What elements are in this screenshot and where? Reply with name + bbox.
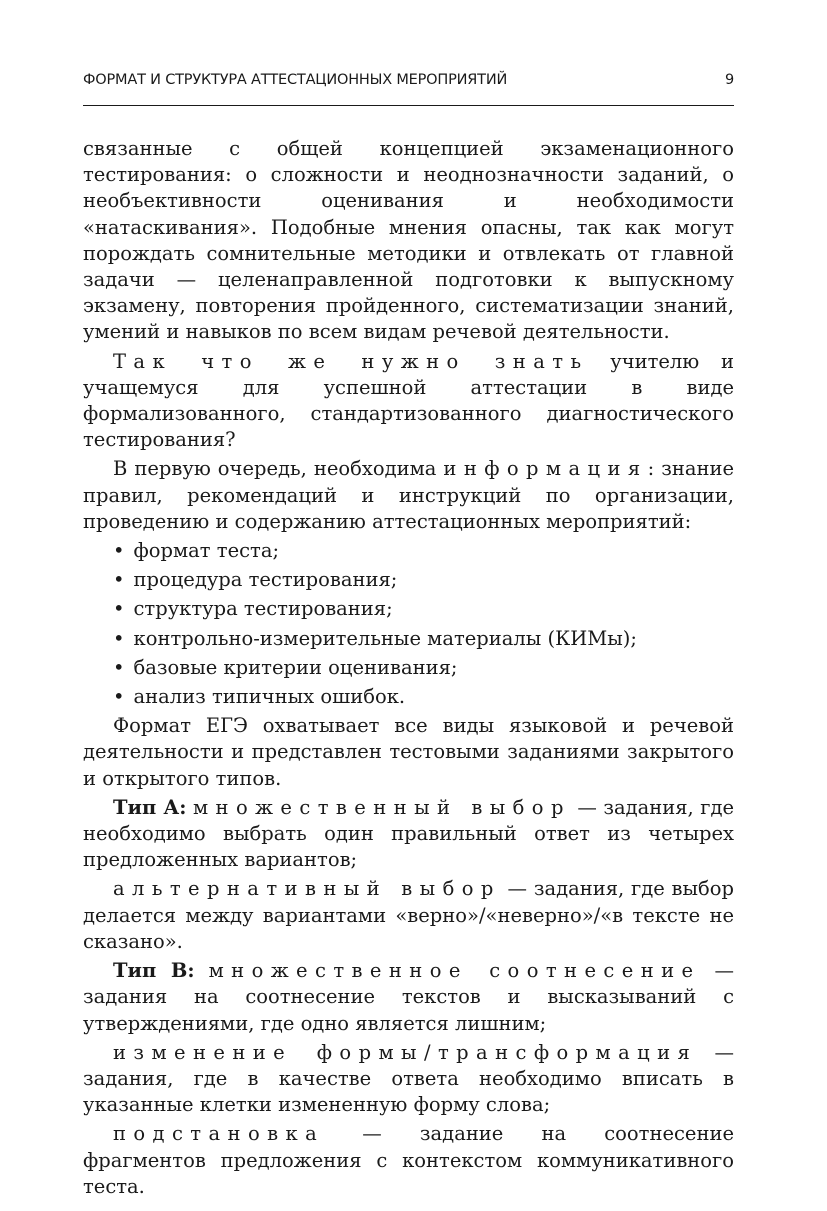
page-number: 9 — [724, 72, 734, 88]
list-item: • анализ типичных ошибок. — [113, 685, 406, 709]
list-item: • процедура тестирования; — [113, 568, 398, 592]
paragraph-2: Так что же нужно знать учителю и учащемуся для успешной аттестации в виде формализованного, стандартизованного диагностического тестирования? — [83, 349, 735, 452]
page-body — [83, 136, 734, 1203]
type-a-item-2: альтернативный выбор — задания, где выбор делается между вариантами «верно»/«неверно»/«в тексте не сказано». — [83, 877, 734, 953]
list-item: • контрольно-измерительные материалы (КИМы); — [113, 626, 637, 650]
header-rule — [83, 105, 734, 106]
type-b-label: Тип В: — [113, 959, 195, 983]
type-a-item-1: Тип А: множественный выбор — задания, где необходимо выбрать один правильный ответ из четырех предложенных вариантов; — [83, 795, 735, 872]
list-item: • базовые критерии оценивания; — [113, 655, 458, 679]
bullet-list — [83, 538, 734, 710]
paragraph-3: В первую очередь, необходима информация: знание правил, рекомендаций и инструкций по организации, проведению и содержанию аттестационных мероприятий: — [83, 457, 735, 533]
list-item: • структура тестирования; — [113, 597, 393, 621]
type-b-item-2: изменение формы/трансформация — задания, где в качестве ответа необходимо вписать в указанные клетки измененную форму слова; — [83, 1040, 734, 1117]
list-item: • формат теста; — [113, 539, 280, 563]
paragraph-1: связанные с общей концепцией экзаменационного тестирования: о сложности и неоднозначности заданий, о необъективности оценивания и необходимости «натаскивания». Подобные мнения опасны, так как могут порождать сомнительные методики и отвлекать от главной задачи — целенаправленной подготовки к выпускному экзамену, повторения пройденного, систематизации знаний, умений и навыков по всем видам речевой деятельности. — [83, 137, 734, 344]
running-header — [83, 72, 734, 88]
spaced-term: информация — [443, 457, 648, 481]
header-title: ФОРМАТ И СТРУКТУРА АТТЕСТАЦИОННЫХ МЕРОПРИЯТИЙ — [83, 72, 508, 88]
type-b-item-1: Тип В: множественное соотнесение — задания на соотнесение текстов и высказываний с утверждениями, где одно является лишним; — [83, 959, 734, 1035]
type-a-label: Тип А: — [113, 795, 187, 819]
spaced-lead: Так что же нужно знать — [113, 349, 589, 373]
paragraph-4: Формат ЕГЭ охватывает все виды языковой и речевой деятельности и представлен тестовыми заданиями закрытого и открытого типов. — [83, 714, 734, 790]
type-b-item-3: подстановка — задание на соотнесение фрагментов предложения с контекстом коммуникативного теста. — [83, 1122, 734, 1198]
